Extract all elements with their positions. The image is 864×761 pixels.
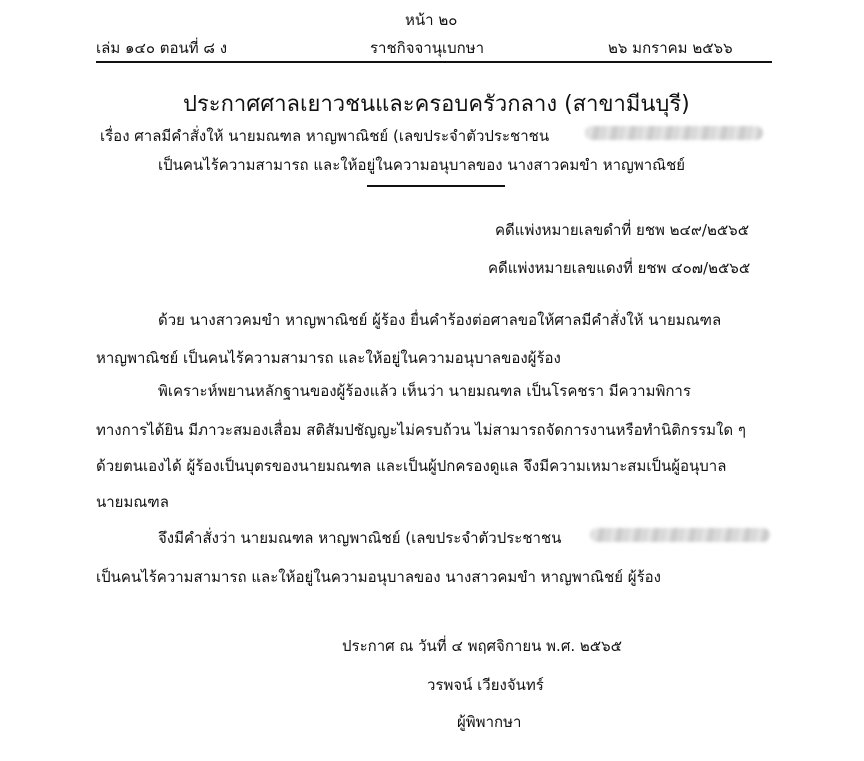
redacted-id-number xyxy=(585,126,763,140)
paragraph-2-line-3: ด้วยตนเองได้ ผู้ร้องเป็นบุตรของนายมณฑล และเป็นผู้ปกครองดูแล จึงมีความเหมาะสมเป็นผู้อนุบาล xyxy=(96,457,727,475)
paragraph-1-line-1: ด้วย นางสาวคมขำ หาญพาณิชย์ ผู้ร้อง ยื่นคำร้องต่อศาลขอให้ศาลมีคำสั่งให้ นายมณฑล xyxy=(158,311,722,329)
case-red-number: คดีแพ่งหมายเลขแดงที่ ยชพ ๔๐๗/๒๕๖๕ xyxy=(488,259,751,277)
announcement-date: ประกาศ ณ วันที่ ๔ พฤศจิกายน พ.ศ. ๒๕๖๕ xyxy=(342,637,622,655)
paragraph-1-line-2: หาญพาณิชย์ เป็นคนไร้ความสามารถ และให้อยู่ในความอนุบาลของผู้ร้อง xyxy=(96,349,561,367)
subject-line-1: เรื่อง ศาลมีคำสั่งให้ นายมณฑล หาญพาณิชย์ (เลขประจำตัวประชาชน xyxy=(100,127,550,145)
paragraph-3-line-1: จึงมีคำสั่งว่า นายมณฑล หาญพาณิชย์ (เลขประจำตัวประชาชน xyxy=(158,529,562,547)
gazette-name: ราชกิจจานุเบกษา xyxy=(370,39,485,57)
paragraph-2-line-4: นายมณฑล xyxy=(96,493,169,511)
paragraph-2-line-2: ทางการได้ยิน มีภาวะสมองเสื่อม สติสัมปชัญญะไม่ครบถ้วน ไม่สามารถจัดการงานหรือทำนิติกรรมใด ๆ xyxy=(96,421,746,439)
judge-position: ผู้พิพากษา xyxy=(457,713,522,731)
paragraph-3-line-2: เป็นคนไร้ความสามารถ และให้อยู่ในความอนุบาลของ นางสาวคมขำ หาญพาณิชย์ ผู้ร้อง xyxy=(96,568,661,586)
paragraph-2-line-1: พิเคราะห์พยานหลักฐานของผู้ร้องแล้ว เห็นว่า นายมณฑล เป็นโรคชรา มีความพิการ xyxy=(158,382,691,400)
header-rule xyxy=(96,61,772,63)
redacted-id-number xyxy=(590,528,770,542)
judge-name: วรพจน์ เวียงจันทร์ xyxy=(427,676,544,694)
subject-line-2: เป็นคนไร้ความสามารถ และให้อยู่ในความอนุบาลของ นางสาวคมขำ หาญพาณิชย์ xyxy=(158,156,686,174)
publication-date: ๒๖ มกราคม ๒๕๖๖ xyxy=(608,39,733,57)
page-number: หน้า ๒๐ xyxy=(405,11,458,29)
volume-issue: เล่ม ๑๔๐ ตอนที่ ๘ ง xyxy=(96,39,228,57)
announcement-title: ประกาศศาลเยาวชนและครอบครัวกลาง (สาขามีนบุรี) xyxy=(183,92,690,117)
title-separator xyxy=(367,185,505,187)
case-black-number: คดีแพ่งหมายเลขดำที่ ยชพ ๒๔๙/๒๕๖๕ xyxy=(495,221,750,239)
